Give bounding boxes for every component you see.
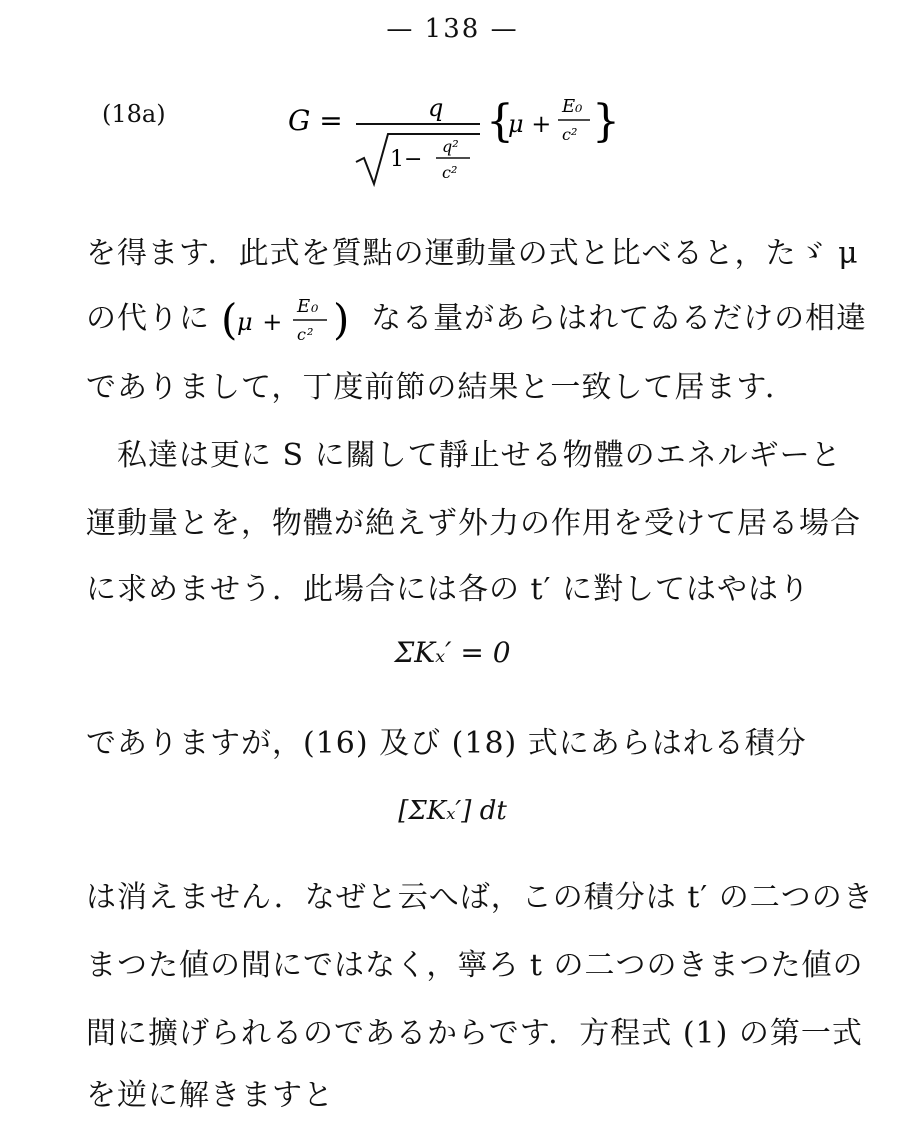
paragraph4-line1: は消えません．なぜと云へば，この積分は t′ の二つのき bbox=[86, 880, 874, 915]
eq-numerator: q bbox=[428, 94, 444, 122]
eq-brace-mu: μ + bbox=[508, 110, 552, 138]
eq-sqrt-one: 1− bbox=[390, 147, 423, 172]
eq-brace-den: c² bbox=[562, 125, 578, 144]
eq-brace-num: E₀ bbox=[562, 96, 583, 117]
paragraph1-line1: を得ます．此式を質點の運動量の式と比べると，たゞ μ bbox=[86, 236, 859, 271]
paragraph1-line3: でありまして，丁度前節の結果と一致して居ます． bbox=[86, 370, 796, 405]
eq-right-brace: } bbox=[592, 96, 620, 147]
paragraph2-line3: に求めませう．此場合には各の t′ に對してはやはり bbox=[86, 572, 810, 607]
eq-sqrt-num: q² bbox=[442, 137, 459, 156]
inline-right-paren: ) bbox=[332, 295, 350, 344]
p1-line2-end: なる量があらはれてゐるだけの相違 bbox=[371, 301, 868, 336]
eq-sqrt-den: c² bbox=[442, 163, 458, 182]
paragraph3-line1: でありますが，(16) 及び (18) 式にあらはれる積分 bbox=[86, 726, 807, 761]
inline-frac-den: c² bbox=[296, 325, 314, 344]
equation-18a bbox=[280, 88, 640, 188]
equation-sum-zero: ΣKₓ′ = 0 bbox=[394, 636, 511, 669]
p1-line2-start: の代りに bbox=[86, 301, 210, 336]
inline-mu-plus-fraction bbox=[221, 290, 361, 350]
page-number: — 138 — bbox=[386, 14, 519, 44]
eq-left-brace: { bbox=[486, 96, 514, 147]
eq-lhs: G = bbox=[288, 104, 343, 137]
paragraph4-line4: を逆に解きますと bbox=[86, 1078, 334, 1113]
inline-mu: μ + bbox=[236, 308, 283, 336]
paragraph2-line1: 私達は更に S に關して靜止せる物體のエネルギーと bbox=[86, 438, 842, 473]
equation-integral: [ΣKₓ′] dt bbox=[398, 796, 507, 826]
inline-frac-num: E₀ bbox=[296, 296, 319, 317]
paragraph2-line2: 運動量とを，物體が絶えず外力の作用を受けて居る場合 bbox=[86, 506, 861, 541]
paragraph1-line2 bbox=[86, 290, 867, 350]
inline-left-paren: ( bbox=[220, 295, 238, 344]
paragraph4-line3: 間に擴げられるのであるからです．方程式 (1) の第一式 bbox=[86, 1016, 863, 1051]
paragraph4-line2: まつた値の間にではなく，寧ろ t の二つのきまつた値の bbox=[86, 948, 864, 983]
equation-label-18a: (18a) bbox=[102, 100, 166, 128]
